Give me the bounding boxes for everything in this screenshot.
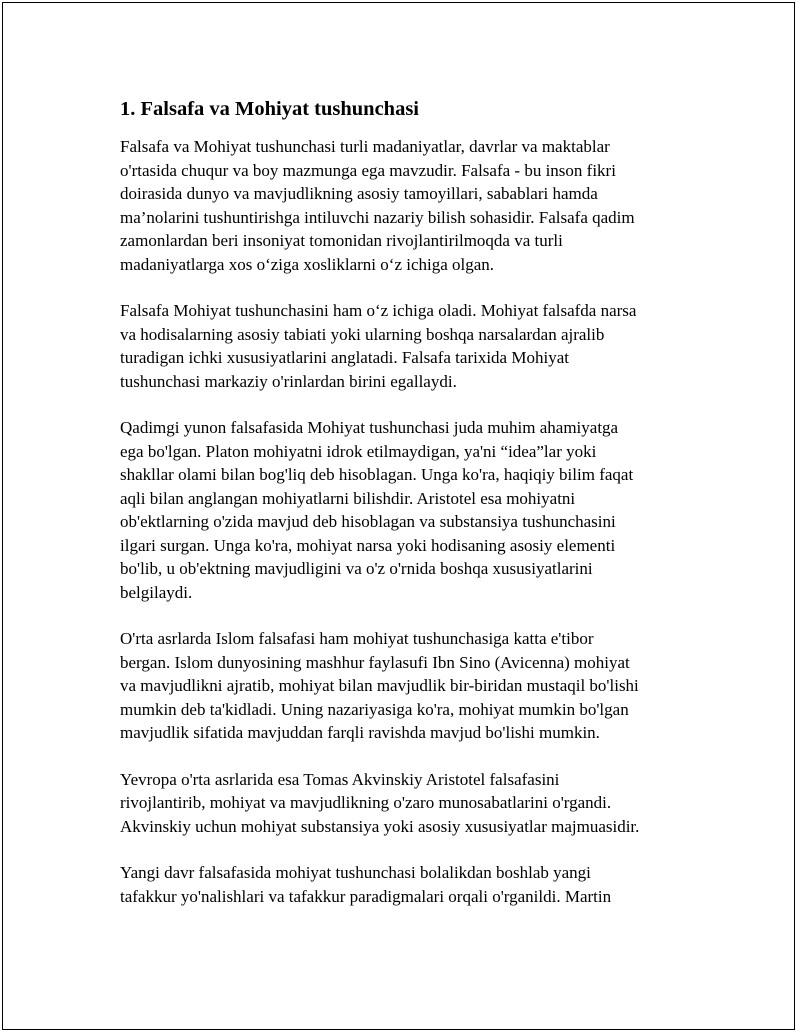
page-frame	[2, 2, 795, 1030]
paragraph	[120, 299, 690, 393]
paragraph	[120, 861, 690, 908]
text-line: va hodisalarning asosiy tabiati yoki ularning boshqa narsalardan ajralib	[120, 324, 605, 344]
text-line: Qadimgi yunon falsafasida Mohiyat tushunchasi juda muhim ahamiyatga	[120, 418, 619, 437]
text-line: o'rtasida chuqur va boy mazmunga ega mavzudir. Falsafa - bu inson fikri	[120, 160, 616, 180]
paragraph	[120, 627, 690, 745]
text-line: madaniyatlarga xos o‘ziga xosliklarni o‘z ichiga olgan.	[120, 254, 495, 274]
text-line: ega bo'lgan. Platon mohiyatni idrok etilmaydigan, ya'ni “idea”lar yoki	[120, 441, 597, 461]
text-line: ob'ektlarning o'zida mavjud deb hisoblagan va substansiya tushunchasini	[120, 512, 616, 531]
section-heading: 1. Falsafa va Mohiyat tushunchasi	[120, 98, 420, 120]
text-line: rivojlantirib, mohiyat va mavjudlikning o'zaro munosabatlarini o'rgandi.	[120, 793, 612, 812]
text-line: shakllar olami bilan bog'liq deb hisoblagan. Unga ko'ra, haqiqiy bilim faqat	[120, 465, 634, 484]
text-line: O'rta asrlarda Islom falsafasi ham mohiyat tushunchasiga katta e'tibor	[120, 629, 594, 648]
paragraph	[120, 768, 690, 839]
text-line: Akvinskiy uchun mohiyat substansiya yoki asosiy xususiyatlar majmuasidir.	[120, 816, 640, 836]
text-line: zamonlardan beri insoniyat tomonidan rivojlantirilmoqda va turli	[120, 231, 563, 250]
paragraph	[120, 135, 690, 276]
text-line: Yangi davr falsafasida mohiyat tushunchasi bolalikdan boshlab yangi	[120, 863, 591, 882]
text-line: Falsafa Mohiyat tushunchasini ham o‘z ichiga oladi. Mohiyat falsafda narsa	[120, 301, 637, 320]
text-line: bergan. Islom dunyosining mashhur faylasufi Ibn Sino (Avicenna) mohiyat	[120, 652, 630, 672]
text-line: tushunchasi markaziy o'rinlardan birini egallaydi.	[120, 371, 457, 391]
text-line: Yevropa o'rta asrlarida esa Tomas Akvinskiy Aristotel falsafasini	[120, 769, 560, 789]
text-line: tafakkur yo'nalishlari va tafakkur paradigmalari orqali o'rganildi. Martin	[120, 886, 612, 906]
text-line: mavjudlik sifatida mavjuddan farqli ravishda mavjud bo'lishi mumkin.	[120, 723, 600, 742]
text-line: Falsafa va Mohiyat tushunchasi turli madaniyatlar, davrlar va maktablar	[120, 137, 610, 156]
paragraph-list	[120, 135, 690, 908]
text-line: va mavjudlikni ajratib, mohiyat bilan mavjudlik bir-biridan mustaqil bo'lishi	[120, 676, 639, 695]
text-line: ma’nolarini tushuntirishga intiluvchi nazariy bilish sohasidir. Falsafa qadim	[120, 207, 635, 227]
text-line: ilgari surgan. Unga ko'ra, mohiyat narsa yoki hodisaning asosiy elementi	[120, 535, 616, 555]
text-line: mumkin deb ta'kidladi. Uning nazariyasiga ko'ra, mohiyat mumkin bo'lgan	[120, 699, 629, 719]
text-line: doirasida dunyo va mavjudlikning asosiy tamoyillari, sabablari hamda	[120, 184, 598, 203]
document-body	[120, 96, 690, 931]
paragraph	[120, 416, 690, 604]
text-line: belgilaydi.	[120, 582, 193, 602]
text-line: aqli bilan anglangan mohiyatlarni bilishdir. Aristotel esa mohiyatni	[120, 488, 576, 508]
text-line: turadigan ichki xususiyatlarini anglatadi. Falsafa tarixida Mohiyat	[120, 348, 569, 367]
text-line: bo'lib, u ob'ektning mavjudligini va o'z o'rnida boshqa xususiyatlarini	[120, 559, 593, 578]
